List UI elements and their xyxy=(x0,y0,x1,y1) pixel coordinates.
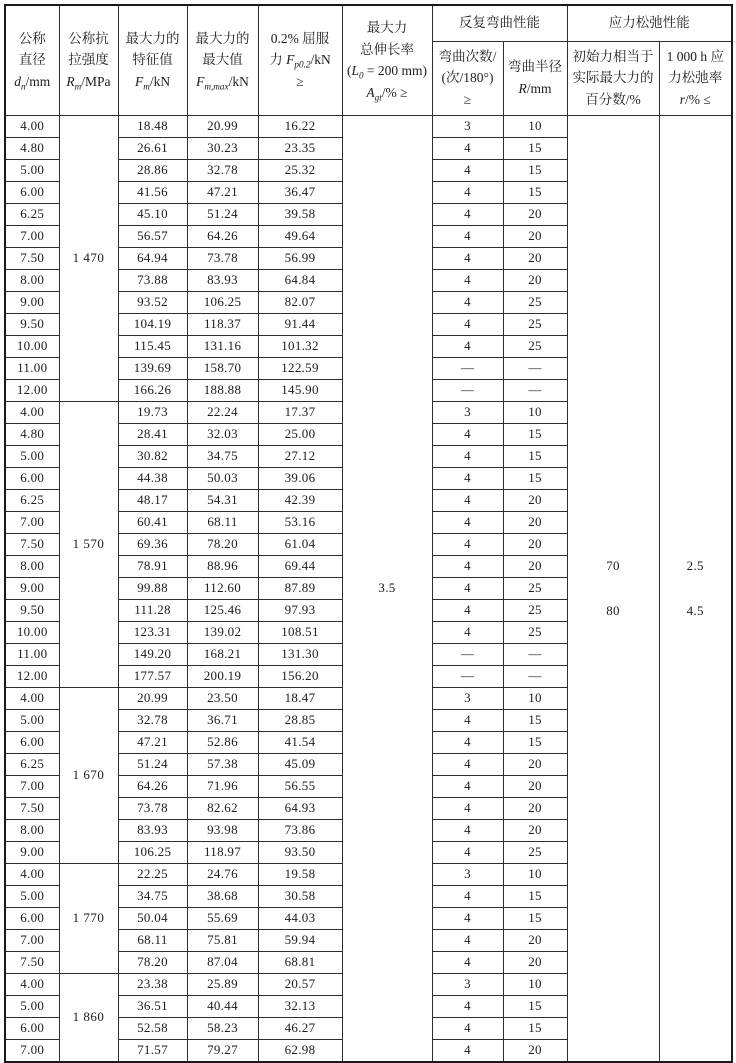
cell-bend-count: 3 xyxy=(432,863,503,885)
cell-diameter: 4.00 xyxy=(5,115,59,137)
cell-fm-maximum: 131.16 xyxy=(187,335,258,357)
cell-bend-count: 3 xyxy=(432,973,503,995)
cell-fm-characteristic: 99.88 xyxy=(118,577,187,599)
cell-bend-count: 4 xyxy=(432,225,503,247)
cell-fm-maximum: 40.44 xyxy=(187,995,258,1017)
cell-fm-characteristic: 111.28 xyxy=(118,599,187,621)
cell-diameter: 6.00 xyxy=(5,1017,59,1039)
cell-bend-radius: 15 xyxy=(503,709,567,731)
cell-yield-force: 18.47 xyxy=(258,687,342,709)
cell-fm-maximum: 188.88 xyxy=(187,379,258,401)
cell-bend-count: 4 xyxy=(432,753,503,775)
cell-bend-radius: 20 xyxy=(503,225,567,247)
cell-bend-radius: 15 xyxy=(503,995,567,1017)
cell-fm-maximum: 71.96 xyxy=(187,775,258,797)
cell-strength: 1 860 xyxy=(59,973,118,1062)
cell-fm-characteristic: 78.91 xyxy=(118,555,187,577)
cell-diameter: 6.25 xyxy=(5,753,59,775)
cell-diameter: 9.00 xyxy=(5,577,59,599)
cell-bend-radius: 10 xyxy=(503,115,567,137)
cell-bend-count: 4 xyxy=(432,203,503,225)
cell-bend-radius: 25 xyxy=(503,621,567,643)
cell-yield-force: 97.93 xyxy=(258,599,342,621)
table-body xyxy=(5,115,732,1062)
cell-yield-force: 41.54 xyxy=(258,731,342,753)
header-bend-count: 弯曲次数/ (次/180°) ≥ xyxy=(432,41,503,115)
cell-bend-radius: 20 xyxy=(503,511,567,533)
cell-yield-force: 49.64 xyxy=(258,225,342,247)
cell-diameter: 4.00 xyxy=(5,687,59,709)
cell-diameter: 6.00 xyxy=(5,467,59,489)
cell-diameter: 10.00 xyxy=(5,335,59,357)
cell-bend-radius: 15 xyxy=(503,137,567,159)
header-yield-force: 0.2% 屈服 力 $F_{p0.2}/kN$ ≥ xyxy=(258,5,342,115)
cell-fm-characteristic: 34.75 xyxy=(118,885,187,907)
cell-diameter: 11.00 xyxy=(5,643,59,665)
cell-yield-force: 64.84 xyxy=(258,269,342,291)
cell-fm-characteristic: 52.58 xyxy=(118,1017,187,1039)
cell-diameter: 4.00 xyxy=(5,863,59,885)
cell-diameter: 4.00 xyxy=(5,973,59,995)
cell-fm-characteristic: 23.38 xyxy=(118,973,187,995)
cell-bend-count: — xyxy=(432,379,503,401)
cell-fm-maximum: 22.24 xyxy=(187,401,258,423)
cell-fm-characteristic: 78.20 xyxy=(118,951,187,973)
header-diameter: 公称 直径 $d_n/mm$ xyxy=(5,5,59,115)
cell-bend-radius: 20 xyxy=(503,533,567,555)
cell-yield-force: 44.03 xyxy=(258,907,342,929)
cell-fm-maximum: 87.04 xyxy=(187,951,258,973)
table-header xyxy=(5,5,732,115)
cell-bend-radius: — xyxy=(503,357,567,379)
cell-diameter: 11.00 xyxy=(5,357,59,379)
cell-fm-characteristic: 50.04 xyxy=(118,907,187,929)
cell-fm-characteristic: 30.82 xyxy=(118,445,187,467)
cell-fm-maximum: 118.97 xyxy=(187,841,258,863)
cell-bend-count: 4 xyxy=(432,533,503,555)
cell-bend-count: 3 xyxy=(432,401,503,423)
cell-diameter: 6.00 xyxy=(5,907,59,929)
cell-diameter: 8.00 xyxy=(5,819,59,841)
cell-diameter: 7.50 xyxy=(5,951,59,973)
cell-bend-radius: 25 xyxy=(503,599,567,621)
cell-bend-count: 4 xyxy=(432,555,503,577)
cell-fm-maximum: 73.78 xyxy=(187,247,258,269)
cell-yield-force: 28.85 xyxy=(258,709,342,731)
cell-yield-force: 32.13 xyxy=(258,995,342,1017)
cell-diameter: 5.00 xyxy=(5,445,59,467)
cell-diameter: 7.50 xyxy=(5,533,59,555)
cell-fm-maximum: 168.21 xyxy=(187,643,258,665)
cell-bend-radius: — xyxy=(503,643,567,665)
cell-bend-radius: 25 xyxy=(503,577,567,599)
cell-fm-characteristic: 20.99 xyxy=(118,687,187,709)
cell-bend-radius: 20 xyxy=(503,775,567,797)
cell-fm-maximum: 23.50 xyxy=(187,687,258,709)
cell-fm-maximum: 55.69 xyxy=(187,907,258,929)
cell-diameter: 9.50 xyxy=(5,313,59,335)
cell-bend-radius: 20 xyxy=(503,555,567,577)
cell-bend-count: 4 xyxy=(432,731,503,753)
cell-fm-maximum: 30.23 xyxy=(187,137,258,159)
cell-fm-characteristic: 56.57 xyxy=(118,225,187,247)
cell-fm-characteristic: 36.51 xyxy=(118,995,187,1017)
cell-yield-force: 42.39 xyxy=(258,489,342,511)
cell-fm-maximum: 139.02 xyxy=(187,621,258,643)
cell-fm-characteristic: 19.73 xyxy=(118,401,187,423)
cell-bend-radius: 15 xyxy=(503,181,567,203)
cell-fm-maximum: 32.78 xyxy=(187,159,258,181)
cell-diameter: 4.80 xyxy=(5,423,59,445)
cell-fm-characteristic: 106.25 xyxy=(118,841,187,863)
cell-fm-characteristic: 123.31 xyxy=(118,621,187,643)
cell-bend-count: 4 xyxy=(432,577,503,599)
cell-yield-force: 27.12 xyxy=(258,445,342,467)
header-relax-rate: 1 000 h 应 力松弛率 r/% ≤ xyxy=(659,41,732,115)
header-fm-characteristic: 最大力的 特征值 $F_m/kN$ xyxy=(118,5,187,115)
cell-diameter: 6.00 xyxy=(5,731,59,753)
cell-bend-radius: 20 xyxy=(503,951,567,973)
table-row xyxy=(5,115,732,137)
cell-bend-count: 4 xyxy=(432,247,503,269)
cell-yield-force: 91.44 xyxy=(258,313,342,335)
cell-yield-force: 17.37 xyxy=(258,401,342,423)
cell-bend-count: 4 xyxy=(432,467,503,489)
cell-diameter: 4.00 xyxy=(5,401,59,423)
cell-diameter: 4.80 xyxy=(5,137,59,159)
cell-yield-force: 145.90 xyxy=(258,379,342,401)
cell-yield-force: 108.51 xyxy=(258,621,342,643)
cell-fm-characteristic: 47.21 xyxy=(118,731,187,753)
cell-strength: 1 570 xyxy=(59,401,118,687)
cell-fm-maximum: 57.38 xyxy=(187,753,258,775)
cell-fm-characteristic: 93.52 xyxy=(118,291,187,313)
cell-fm-maximum: 82.62 xyxy=(187,797,258,819)
cell-fm-characteristic: 41.56 xyxy=(118,181,187,203)
cell-bend-count: — xyxy=(432,665,503,687)
cell-relax-rate xyxy=(659,115,732,1062)
cell-bend-count: 4 xyxy=(432,841,503,863)
cell-bend-radius: 10 xyxy=(503,973,567,995)
header-elongation: 最大力 总伸长率 ($L_0 = 200$ mm) $A_{gt}/\%$ ≥ xyxy=(342,5,432,115)
cell-bend-radius: 10 xyxy=(503,401,567,423)
cell-bend-count: 4 xyxy=(432,621,503,643)
cell-fm-maximum: 58.23 xyxy=(187,1017,258,1039)
cell-fm-characteristic: 28.41 xyxy=(118,423,187,445)
document-page xyxy=(0,4,736,1058)
cell-fm-maximum: 34.75 xyxy=(187,445,258,467)
cell-fm-maximum: 75.81 xyxy=(187,929,258,951)
cell-yield-force: 93.50 xyxy=(258,841,342,863)
cell-strength: 1 470 xyxy=(59,115,118,401)
cell-fm-characteristic: 73.88 xyxy=(118,269,187,291)
header-relax-group: 应力松弛性能 xyxy=(567,5,732,41)
cell-bend-radius: — xyxy=(503,379,567,401)
cell-bend-count: 4 xyxy=(432,1039,503,1062)
cell-bend-count: 4 xyxy=(432,819,503,841)
cell-bend-count: 4 xyxy=(432,775,503,797)
cell-bend-radius: 15 xyxy=(503,467,567,489)
cell-diameter: 7.50 xyxy=(5,797,59,819)
cell-fm-characteristic: 149.20 xyxy=(118,643,187,665)
cell-bend-radius: 15 xyxy=(503,1017,567,1039)
cell-bend-count: 4 xyxy=(432,137,503,159)
cell-bend-radius: 15 xyxy=(503,445,567,467)
cell-fm-characteristic: 60.41 xyxy=(118,511,187,533)
cell-bend-radius: 25 xyxy=(503,335,567,357)
cell-yield-force: 25.32 xyxy=(258,159,342,181)
cell-bend-radius: 15 xyxy=(503,885,567,907)
cell-bend-radius: 25 xyxy=(503,841,567,863)
cell-diameter: 5.00 xyxy=(5,995,59,1017)
cell-diameter: 7.00 xyxy=(5,1039,59,1062)
cell-bend-radius: 20 xyxy=(503,269,567,291)
cell-bend-radius: 20 xyxy=(503,797,567,819)
cell-fm-characteristic: 64.26 xyxy=(118,775,187,797)
cell-yield-force: 16.22 xyxy=(258,115,342,137)
cell-bend-count: 4 xyxy=(432,797,503,819)
cell-diameter: 6.00 xyxy=(5,181,59,203)
cell-yield-force: 101.32 xyxy=(258,335,342,357)
cell-fm-characteristic: 83.93 xyxy=(118,819,187,841)
cell-bend-count: 4 xyxy=(432,709,503,731)
cell-diameter: 12.00 xyxy=(5,665,59,687)
cell-bend-count: 4 xyxy=(432,291,503,313)
cell-fm-maximum: 50.03 xyxy=(187,467,258,489)
cell-bend-count: 4 xyxy=(432,511,503,533)
cell-yield-force: 64.93 xyxy=(258,797,342,819)
cell-diameter: 7.00 xyxy=(5,225,59,247)
header-bend-group: 反复弯曲性能 xyxy=(432,5,567,41)
cell-bend-count: 4 xyxy=(432,313,503,335)
relax-rate-value: 4.5 xyxy=(686,603,704,618)
cell-fm-characteristic: 28.86 xyxy=(118,159,187,181)
cell-fm-maximum: 158.70 xyxy=(187,357,258,379)
cell-fm-maximum: 51.24 xyxy=(187,203,258,225)
cell-fm-characteristic: 51.24 xyxy=(118,753,187,775)
cell-yield-force: 62.98 xyxy=(258,1039,342,1062)
cell-yield-force: 53.16 xyxy=(258,511,342,533)
cell-diameter: 10.00 xyxy=(5,621,59,643)
cell-bend-count: 4 xyxy=(432,995,503,1017)
cell-yield-force: 131.30 xyxy=(258,643,342,665)
cell-elongation: 3.5 xyxy=(342,115,432,1062)
cell-yield-force: 30.58 xyxy=(258,885,342,907)
cell-bend-count: 4 xyxy=(432,1017,503,1039)
cell-diameter: 6.25 xyxy=(5,489,59,511)
cell-fm-characteristic: 68.11 xyxy=(118,929,187,951)
cell-strength: 1 770 xyxy=(59,863,118,973)
header-fm-maximum: 最大力的 最大值 $F_{m,max}/kN$ xyxy=(187,5,258,115)
cell-diameter: 5.00 xyxy=(5,709,59,731)
cell-yield-force: 20.57 xyxy=(258,973,342,995)
spec-table xyxy=(4,4,733,1063)
cell-bend-radius: 20 xyxy=(503,247,567,269)
cell-fm-maximum: 79.27 xyxy=(187,1039,258,1062)
cell-yield-force: 156.20 xyxy=(258,665,342,687)
cell-bend-radius: 20 xyxy=(503,929,567,951)
cell-fm-maximum: 20.99 xyxy=(187,115,258,137)
cell-yield-force: 46.27 xyxy=(258,1017,342,1039)
cell-fm-maximum: 25.89 xyxy=(187,973,258,995)
cell-bend-count: 4 xyxy=(432,599,503,621)
cell-yield-force: 68.81 xyxy=(258,951,342,973)
cell-bend-count: 4 xyxy=(432,907,503,929)
cell-yield-force: 39.06 xyxy=(258,467,342,489)
cell-yield-force: 82.07 xyxy=(258,291,342,313)
cell-fm-characteristic: 48.17 xyxy=(118,489,187,511)
cell-fm-maximum: 125.46 xyxy=(187,599,258,621)
cell-yield-force: 122.59 xyxy=(258,357,342,379)
header-group-row xyxy=(5,5,732,41)
cell-bend-radius: 20 xyxy=(503,203,567,225)
cell-diameter: 5.00 xyxy=(5,885,59,907)
cell-diameter: 6.25 xyxy=(5,203,59,225)
cell-fm-characteristic: 73.78 xyxy=(118,797,187,819)
cell-bend-count: 4 xyxy=(432,181,503,203)
cell-fm-maximum: 88.96 xyxy=(187,555,258,577)
relax-rate-value: 2.5 xyxy=(686,557,704,573)
cell-bend-radius: 20 xyxy=(503,753,567,775)
cell-bend-count: 4 xyxy=(432,885,503,907)
cell-fm-characteristic: 64.94 xyxy=(118,247,187,269)
cell-bend-radius: 15 xyxy=(503,907,567,929)
cell-fm-characteristic: 166.26 xyxy=(118,379,187,401)
header-strength: 公称抗 拉强度 $R_m$/MPa xyxy=(59,5,118,115)
cell-diameter: 7.00 xyxy=(5,929,59,951)
cell-bend-radius: 15 xyxy=(503,159,567,181)
cell-fm-characteristic: 71.57 xyxy=(118,1039,187,1062)
cell-bend-count: 3 xyxy=(432,115,503,137)
cell-diameter: 8.00 xyxy=(5,269,59,291)
cell-yield-force: 69.44 xyxy=(258,555,342,577)
cell-fm-characteristic: 26.61 xyxy=(118,137,187,159)
cell-fm-characteristic: 32.78 xyxy=(118,709,187,731)
cell-fm-characteristic: 45.10 xyxy=(118,203,187,225)
cell-yield-force: 23.35 xyxy=(258,137,342,159)
cell-yield-force: 73.86 xyxy=(258,819,342,841)
cell-diameter: 9.50 xyxy=(5,599,59,621)
cell-bend-radius: 10 xyxy=(503,687,567,709)
cell-relax-initial xyxy=(567,115,659,1062)
cell-diameter: 7.00 xyxy=(5,511,59,533)
cell-diameter: 9.00 xyxy=(5,291,59,313)
cell-fm-maximum: 78.20 xyxy=(187,533,258,555)
cell-yield-force: 36.47 xyxy=(258,181,342,203)
cell-fm-characteristic: 22.25 xyxy=(118,863,187,885)
cell-yield-force: 39.58 xyxy=(258,203,342,225)
cell-bend-radius: 15 xyxy=(503,423,567,445)
cell-fm-characteristic: 44.38 xyxy=(118,467,187,489)
cell-fm-maximum: 200.19 xyxy=(187,665,258,687)
cell-fm-maximum: 64.26 xyxy=(187,225,258,247)
cell-bend-count: — xyxy=(432,643,503,665)
cell-yield-force: 61.04 xyxy=(258,533,342,555)
cell-diameter: 12.00 xyxy=(5,379,59,401)
cell-fm-maximum: 83.93 xyxy=(187,269,258,291)
cell-bend-count: 4 xyxy=(432,423,503,445)
cell-fm-maximum: 47.21 xyxy=(187,181,258,203)
cell-bend-radius: 20 xyxy=(503,819,567,841)
cell-yield-force: 87.89 xyxy=(258,577,342,599)
cell-fm-characteristic: 104.19 xyxy=(118,313,187,335)
cell-bend-count: 4 xyxy=(432,489,503,511)
cell-bend-radius: 25 xyxy=(503,291,567,313)
cell-fm-maximum: 24.76 xyxy=(187,863,258,885)
cell-yield-force: 56.55 xyxy=(258,775,342,797)
cell-strength: 1 670 xyxy=(59,687,118,863)
cell-diameter: 5.00 xyxy=(5,159,59,181)
cell-bend-count: 4 xyxy=(432,445,503,467)
cell-bend-radius: 20 xyxy=(503,489,567,511)
cell-bend-count: 4 xyxy=(432,951,503,973)
cell-fm-maximum: 38.68 xyxy=(187,885,258,907)
cell-yield-force: 59.94 xyxy=(258,929,342,951)
relax-initial-value: 70 xyxy=(606,557,620,573)
cell-fm-maximum: 36.71 xyxy=(187,709,258,731)
cell-bend-count: 4 xyxy=(432,159,503,181)
cell-fm-maximum: 52.86 xyxy=(187,731,258,753)
cell-bend-count: 4 xyxy=(432,335,503,357)
cell-bend-radius: 20 xyxy=(503,1039,567,1062)
cell-diameter: 7.50 xyxy=(5,247,59,269)
header-relax-initial: 初始力相当于 实际最大力的 百分数/% xyxy=(567,41,659,115)
cell-bend-radius: 10 xyxy=(503,863,567,885)
cell-fm-characteristic: 139.69 xyxy=(118,357,187,379)
cell-fm-characteristic: 18.48 xyxy=(118,115,187,137)
relax-initial-value: 80 xyxy=(606,603,620,618)
cell-fm-characteristic: 69.36 xyxy=(118,533,187,555)
header-bend-radius: 弯曲半径 R/mm xyxy=(503,41,567,115)
cell-diameter: 9.00 xyxy=(5,841,59,863)
cell-fm-maximum: 106.25 xyxy=(187,291,258,313)
cell-fm-maximum: 118.37 xyxy=(187,313,258,335)
cell-yield-force: 45.09 xyxy=(258,753,342,775)
cell-diameter: 8.00 xyxy=(5,555,59,577)
cell-fm-maximum: 93.98 xyxy=(187,819,258,841)
cell-bend-radius: 25 xyxy=(503,313,567,335)
cell-fm-maximum: 54.31 xyxy=(187,489,258,511)
cell-fm-characteristic: 177.57 xyxy=(118,665,187,687)
cell-bend-count: 4 xyxy=(432,269,503,291)
cell-fm-maximum: 68.11 xyxy=(187,511,258,533)
cell-bend-radius: — xyxy=(503,665,567,687)
cell-fm-characteristic: 115.45 xyxy=(118,335,187,357)
cell-bend-count: 3 xyxy=(432,687,503,709)
cell-bend-radius: 15 xyxy=(503,731,567,753)
cell-fm-maximum: 32.03 xyxy=(187,423,258,445)
cell-yield-force: 19.58 xyxy=(258,863,342,885)
cell-bend-count: — xyxy=(432,357,503,379)
cell-yield-force: 25.00 xyxy=(258,423,342,445)
cell-fm-maximum: 112.60 xyxy=(187,577,258,599)
cell-yield-force: 56.99 xyxy=(258,247,342,269)
cell-diameter: 7.00 xyxy=(5,775,59,797)
cell-bend-count: 4 xyxy=(432,929,503,951)
